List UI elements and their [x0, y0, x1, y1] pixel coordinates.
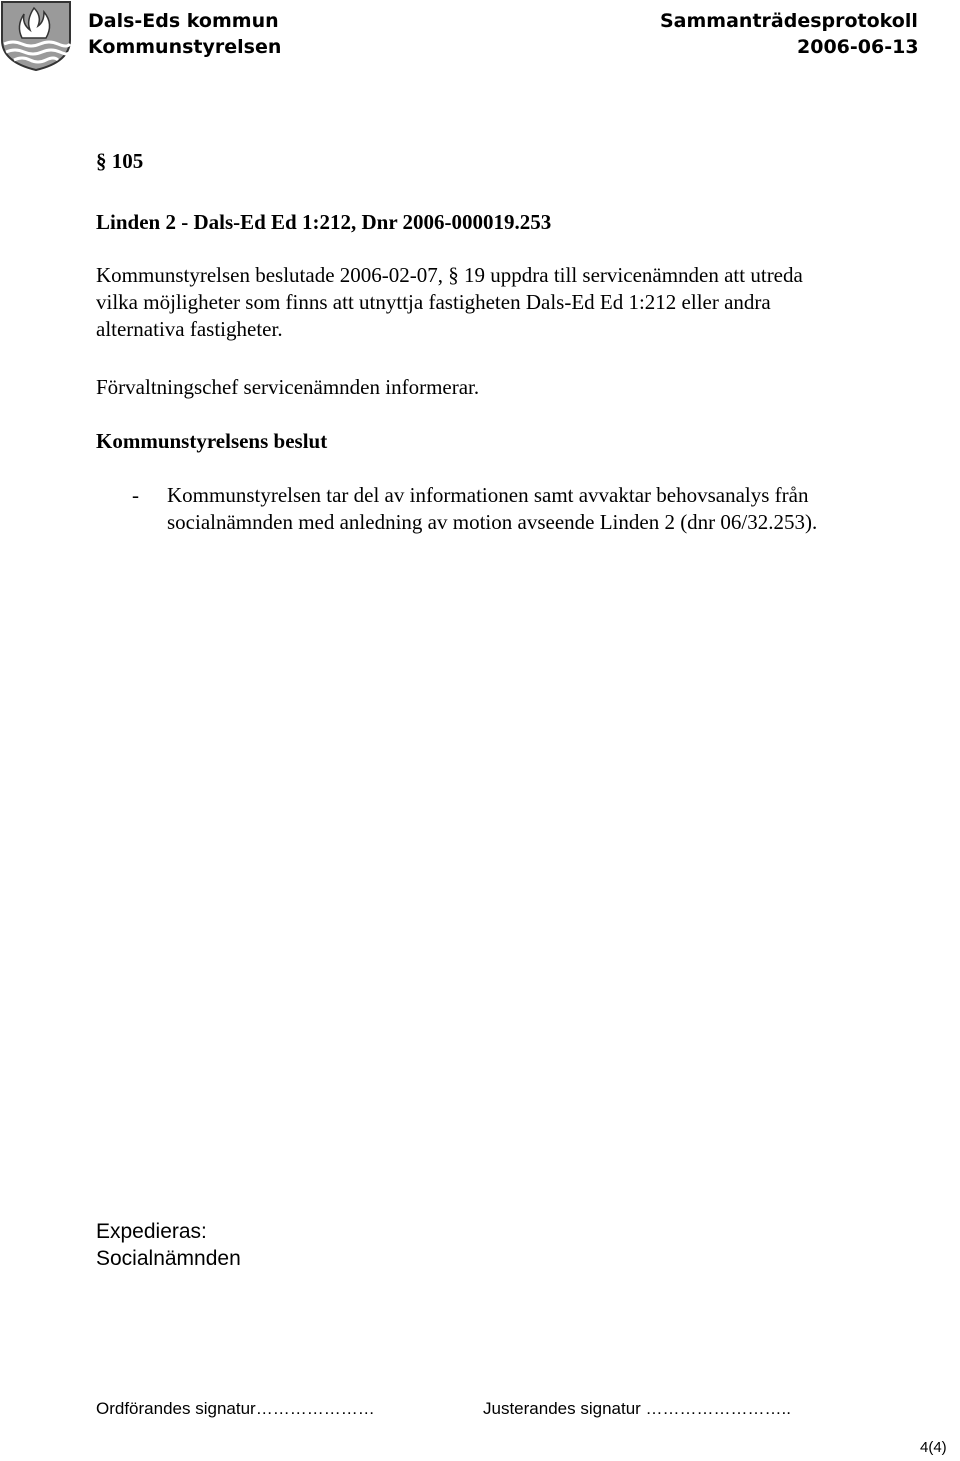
paragraph-line: Kommunstyrelsen beslutade 2006-02-07, § 19 uppdra till servicenämnden att utreda: [96, 263, 803, 287]
decision-dash: -: [132, 483, 139, 507]
paragraph-line: alternativa fastigheter.: [96, 317, 283, 341]
adjuster-signature-line: Justerandes signatur ……………………..: [483, 1399, 791, 1418]
info-line: Förvaltningschef servicenämnden informerar.: [96, 375, 480, 399]
page-number: 4(4): [920, 1439, 947, 1456]
dispatch-recipient: Socialnämnden: [96, 1247, 241, 1270]
document-type: Sammanträdesprotokoll: [660, 10, 918, 32]
decision-line: socialnämnden med anledning av motion avseende Linden 2 (dnr 06/32.253).: [167, 510, 818, 534]
decision-line: Kommunstyrelsen tar del av informationen samt avvaktar behovsanalys från: [167, 483, 809, 507]
chair-signature-line: Ordförandes signatur…………………: [96, 1399, 375, 1418]
committee-name: Kommunstyrelsen: [88, 36, 282, 58]
section-number: § 105: [96, 149, 144, 173]
decision-text: [167, 482, 927, 536]
municipality-name: Dals-Eds kommun: [88, 10, 279, 32]
background-paragraph: [96, 262, 916, 343]
coat-of-arms-logo: [0, 0, 72, 72]
decision-heading: Kommunstyrelsens beslut: [96, 429, 328, 453]
section-title: Linden 2 - Dals-Ed Ed 1:212, Dnr 2006-000019.253: [96, 210, 552, 234]
paragraph-line: vilka möjligheter som finns att utnyttja fastigheten Dals-Ed Ed 1:212 eller andra: [96, 290, 771, 314]
meeting-date: 2006-06-13: [797, 36, 919, 58]
dispatch-label: Expedieras:: [96, 1220, 207, 1243]
